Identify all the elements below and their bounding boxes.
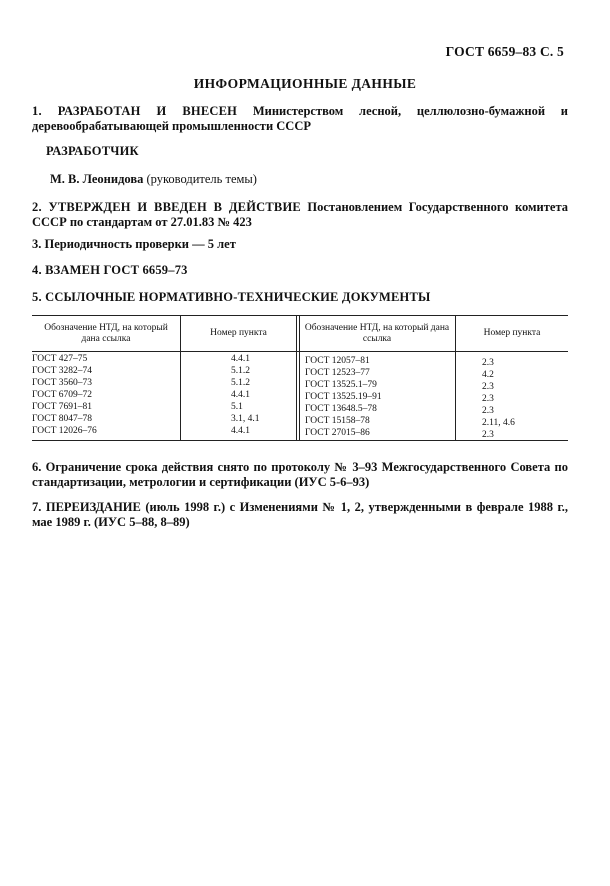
table-cell-doc: ГОСТ 15158–78 — [305, 416, 370, 426]
table-cell-clause: 2.3 — [482, 382, 494, 392]
table-cell-clause: 5.1 — [231, 402, 243, 412]
table-divider-2a — [296, 315, 297, 440]
item-1 — [32, 104, 568, 134]
table-cell-doc: ГОСТ 3560–73 — [32, 378, 92, 388]
table-cell-clause: 2.3 — [482, 358, 494, 368]
table-cell-clause: 2.11, 4.6 — [482, 418, 515, 428]
reference-table — [32, 315, 568, 441]
item-3: 3. Периодичность проверки — 5 лет — [32, 237, 236, 251]
table-cell-clause: 2.3 — [482, 406, 494, 416]
table-cell-doc: ГОСТ 6709–72 — [32, 390, 92, 400]
developer-line — [50, 172, 586, 187]
table-cell-doc: ГОСТ 427–75 — [32, 354, 88, 364]
table-cell-clause: 4.4.1 — [231, 354, 250, 364]
page-title: ИНФОРМАЦИОННЫЕ ДАННЫЕ — [193, 76, 417, 91]
page-header: ГОСТ 6659–83 С. 5 — [445, 44, 564, 59]
table-cell-doc: ГОСТ 13525.19–91 — [305, 392, 382, 402]
table-divider-2b — [299, 315, 300, 440]
table-cell-clause: 5.1.2 — [231, 378, 250, 388]
table-header-clause-right: Номер пункта — [483, 328, 541, 338]
table-cell-doc: ГОСТ 27015–86 — [305, 428, 370, 438]
table-cell-doc: ГОСТ 12523–77 — [305, 368, 370, 378]
table-cell-clause: 2.3 — [482, 394, 494, 404]
item-5: 5. ССЫЛОЧНЫЕ НОРМАТИВНО-ТЕХНИЧЕСКИЕ ДОКУМЕНТЫ — [32, 290, 431, 304]
table-cell-clause: 4.4.1 — [231, 426, 250, 436]
table-header-clause-left: Номер пункта — [210, 328, 267, 338]
developer-label: РАЗРАБОТЧИК — [46, 144, 139, 158]
table-cell-doc: ГОСТ 3282–74 — [32, 366, 92, 376]
item-7: 7. ПЕРЕИЗДАНИЕ (июль 1998 г.) с Изменениями № 1, 2, утвержденными в феврале 1988 г., мае 1989 г. (ИУС 5–88, 8–89) — [32, 500, 568, 529]
table-cell-clause: 5.1.2 — [231, 366, 250, 376]
table-cell-doc: ГОСТ 12026–76 — [32, 426, 97, 436]
table-header-doc-right: Обозначение НТД, на который дана ссылка — [304, 323, 450, 344]
item-4: 4. ВЗАМЕН ГОСТ 6659–73 — [32, 263, 188, 277]
developer-name: М. В. Леонидова — [50, 172, 144, 186]
table-cell-clause: 4.4.1 — [231, 390, 250, 400]
table-cell-clause: 2.3 — [482, 430, 494, 440]
developer-role: (руководитель темы) — [143, 172, 257, 186]
table-cell-doc: ГОСТ 8047–78 — [32, 414, 92, 424]
item-2-lead: 2. УТВЕРЖДЕН И ВВЕДЕН В ДЕЙСТВИЕ — [32, 200, 301, 214]
table-cell-doc: ГОСТ 13648.5–78 — [305, 404, 377, 414]
item-2-text: Постановлением Государственного комитета СССР по стандартам от 27.01.83 № 423 — [32, 200, 568, 229]
table-header-doc-left: Обозначение НТД, на который дана ссылка — [44, 323, 168, 344]
table-cell-doc: ГОСТ 13525.1–79 — [305, 380, 377, 390]
item-6: 6. Ограничение срока действия снято по протоколу № 3–93 Межгосударственного Совета по стандартизации, метрологии и сертификации (ИУС 5-6–93) — [32, 460, 568, 489]
item-1-text: Министерством лесной, целлюлозно-бумажной и деревообрабатывающей промышленности СССР — [32, 104, 569, 133]
table-divider-3 — [455, 315, 456, 440]
table-cell-doc: ГОСТ 7691–81 — [32, 402, 92, 412]
table-divider-1 — [180, 315, 181, 440]
table-top-rule — [32, 315, 568, 316]
table-cell-clause: 4.2 — [482, 370, 494, 380]
item-1-lead: 1. РАЗРАБОТАН И ВНЕСЕН — [32, 104, 238, 118]
table-cell-clause: 3.1, 4.1 — [231, 414, 260, 424]
table-cell-doc: ГОСТ 12057–81 — [305, 356, 370, 366]
item-2 — [32, 200, 568, 230]
table-header-rule — [32, 351, 568, 352]
